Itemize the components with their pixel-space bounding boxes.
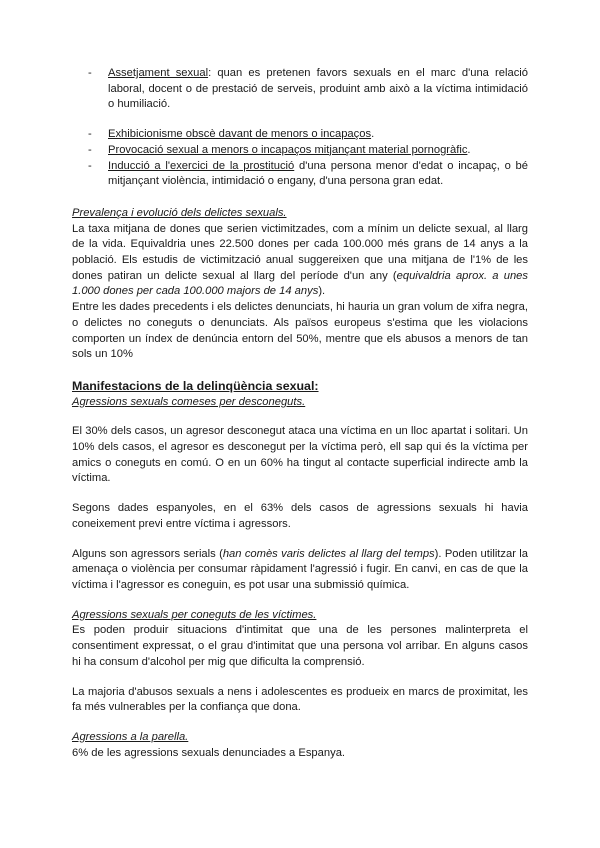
bullet-list-top [72,66,528,113]
bullet-item-assetjament [72,66,528,113]
bullet-dash: - [88,128,92,141]
prevalenca-paragraph-1 [72,222,528,301]
paragraph-coneguts-1: Es poden produir situacions d'intimitat que una de les persones malinterpreta el consentiment expressat, o el grau d'intimitat que una persona vol arribar. En alguns casos hi ha consum d'alcohol per mig que dificulta la comprensió. [72,624,528,668]
bullet-dash: - [88,159,92,172]
bullet-item-exhibicionisme [72,127,528,143]
prevalenca-paragraph-2: Entre les dades precedents i els delictes denunciats, hi hauria un gran volum de xifra negra, o delictes no coneguts o denunciats. Als països europeus s'estima que les violacions comporten un índex de denúncia entorn del 50%, mentre que els abusos a menors de tan sols un 10% [72,301,528,361]
text-run: Alguns son agressors serials ( [72,547,223,560]
bullet-item-induccio [72,159,528,190]
text-run: La taxa mitjana de dones que serien victimitzades, com a mínim un delicte sexual, al llarg de la vida. Equivaldria unes 22.500 dones per cada 100.000 més grans de 14 anys a la població. Els estudis de victimització anual suggereixen que una mitjana de l'1% de les dones patiran un delicte sexual al llarg del període d'un any ( [72,222,528,282]
paragraph-coneguts-2: La majoria d'abusos sexuals a nens i adolescentes es produeix en marcs de proximitat, les fa més vulnerables per la confiança que dona. [72,685,528,714]
text-run-italic: equivaldria aprox. a unes 1.000 dones per cada 100.000 majors de 14 anys [72,269,528,298]
document-body [72,66,528,761]
bullet-text: : quan es pretenen favors sexuals en el marc d'una relació laboral, docent o de prestació de serveis, produint amb això a la víctima intimidació o humiliació. [108,67,528,111]
bullet-term: Provocació sexual a menors o incapaços mitjançant material pornogràfic [108,143,468,156]
bullet-term: Exhibicionisme obscè davant de menors o incapaços [108,128,372,141]
bullet-list-second [72,127,528,190]
prevalenca-heading: Prevalença i evolució dels delictes sexuals. [72,206,287,219]
text-run: ). [318,285,326,298]
subheading-coneguts: Agressions sexuals per coneguts de les víctimes. [72,608,317,621]
bullet-text: . [467,143,471,156]
bullet-term: Assetjament sexual [108,67,209,79]
paragraph-parella: 6% de les agressions sexuals denunciades a Espanya. [72,746,346,759]
bullet-item-provocacio [72,143,528,159]
paragraph-desconeguts-1: El 30% dels casos, un agresor desconegut ataca una víctima en un lloc apartat i solitari. Un 10% dels casos, el agresor es desconegut per la víctima però, ell sap qui és la víctima per amics o coneguts en comú. O en un 60% ha tingut al contacte superficial indirecte amb la víctima. [72,425,528,485]
manifestacions-heading: Manifestacions de la delinqüència sexual: [72,378,319,393]
bullet-text: . [371,128,375,141]
text-run-italic: han comès varis delictes al llarg del temps [222,547,435,560]
paragraph-desconeguts-2: Segons dades espanyoles, en el 63% dels casos de agressions sexuals hi havia coneixement previ entre víctima i agressors. [72,502,528,530]
subheading-parella: Agressions a la parella. [72,730,189,743]
text-run: ). Poden utilitzar la amenaça o violència per consumar ràpidament l'agressió i fugir. En canvi, en cas de que la víctima i l'agressor es coneguin, es pot usar una submissió química. [72,547,529,591]
paragraph-desconeguts-3 [72,547,528,594]
bullet-term: Inducció a l'exercici de la prostitució [108,159,295,172]
subheading-desconeguts: Agressions sexuals comeses per desconeguts. [72,395,306,408]
bullet-dash: - [88,143,92,156]
bullet-text: d'una persona menor d'edat o incapaç, o bé mitjançant violència, intimidació o engany, d'una persona gran edat. [108,159,529,188]
bullet-dash: - [88,67,92,79]
